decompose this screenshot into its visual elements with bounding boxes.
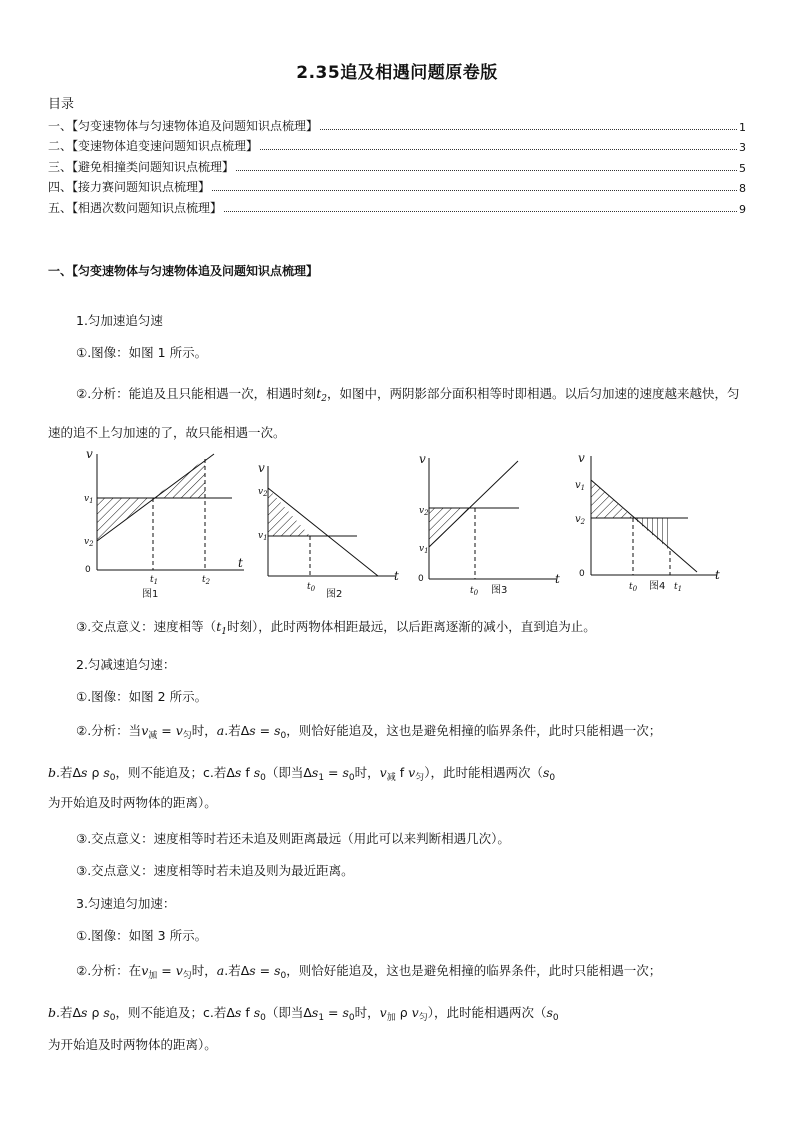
origin-label: 0 [85, 565, 91, 575]
toc-item-label: 三、【避免相撞类问题知识点梳理】 [48, 159, 235, 174]
toc-item-page: 9 [739, 202, 746, 216]
label-v2: $v_2$ [258, 487, 268, 498]
paragraph: ①.图像：如图 3 所示。 [76, 928, 208, 943]
paragraph: ②.分析：当$v_减 = v_匀$时，a.若$\Delta s = s_0$，则恰好能追及，这也是避免相撞的临界条件，此时只能相遇一次； [76, 723, 662, 741]
figure-2 [255, 460, 410, 602]
subscript: 2 [321, 394, 327, 404]
figure-4 [572, 448, 732, 598]
label-v1: $v_1$ [84, 494, 94, 505]
paragraph: ①.图像：如图 1 所示。 [76, 345, 208, 360]
axis-label-t: t [715, 568, 720, 582]
axis-label-t: t [394, 569, 399, 583]
label-v1: $v_1$ [419, 544, 429, 555]
label-t0: $t_0$ [307, 582, 316, 593]
line-accelerating [429, 461, 518, 547]
label-t0: $t_0$ [629, 582, 638, 593]
figure-1 [80, 446, 255, 606]
text: ，如图中，两阴影部分面积相等时即相遇。以后匀加速的速度越来越快，匀速的追不上匀加速的了，故只能相遇一次。 [48, 386, 740, 440]
paragraph [48, 377, 746, 449]
toc-item-label: 四、【接力赛问题知识点梳理】 [48, 180, 211, 194]
axis-label-t: t [555, 572, 560, 586]
toc-item-page: 1 [739, 120, 746, 134]
shaded-area [429, 508, 475, 547]
axis-label-t: t [238, 556, 243, 570]
section-heading: 一、【匀变速物体与匀速物体追及问题知识点梳理】 [48, 264, 319, 278]
figure-3-graph [416, 450, 571, 602]
toc-item-page: 3 [739, 141, 746, 154]
table-of-contents [48, 113, 746, 216]
toc-item[interactable] [48, 175, 746, 196]
toc-item-page: 5 [739, 161, 746, 175]
toc-leader [236, 170, 737, 171]
toc-heading: 目录 [48, 97, 75, 112]
toc-leader [320, 129, 737, 130]
label-v2: $v_2$ [84, 537, 94, 548]
origin-label: 0 [418, 574, 424, 584]
label-v2: $v_2$ [575, 514, 586, 526]
text: 时刻），此时两物体相距最远，以后距离逐渐的减小，直到追为止。 [226, 619, 596, 634]
line-decelerating [591, 480, 697, 572]
subsection-title: 1.匀加速追匀速 [76, 313, 163, 328]
paragraph [48, 618, 746, 641]
label-t2: $t_2$ [202, 575, 211, 586]
axis-label-v: v [258, 461, 265, 475]
subscript: 1 [221, 627, 227, 637]
label-v1: $v_1$ [258, 531, 268, 542]
toc-item-label: 二、【变速物体追变速问题知识点梳理】 [48, 139, 259, 153]
label-t1: $t_1$ [150, 575, 159, 586]
label-v1: $v_1$ [575, 480, 586, 492]
figure-caption: 图3 [491, 585, 508, 596]
figure-1-graph [80, 446, 255, 606]
document-title: 2.35追及相遇问题原卷版 [296, 63, 498, 83]
toc-leader [224, 211, 737, 212]
figure-caption: 图1 [142, 589, 159, 600]
subsection-title: 2.匀减速追匀速： [76, 657, 176, 672]
text: ③.交点意义：速度相等（ [76, 619, 217, 634]
paragraph: ②.分析：在$v_加 = v_匀$时，a.若$\Delta s = s_0$，则恰好能追及，这也是避免相撞的临界条件，此时只能相遇一次； [76, 963, 662, 981]
text: ②.分析：能追及且只能相遇一次，相遇时刻 [76, 386, 317, 401]
paragraph: ①.图像：如图 2 所示。 [76, 689, 208, 704]
toc-leader [212, 190, 737, 191]
label-v2: $v_2$ [419, 506, 429, 517]
paragraph: b.若Δs ρ $s_0$，则不能追及；c.若Δs f $s_0$（即当$\Delta s_1 = s_0$时，$v_加$ ρ $v_匀$），此时能相遇两次（$s_0$ [48, 1005, 559, 1023]
label-t0: $t_0$ [470, 586, 479, 597]
axis-label-v: v [578, 451, 585, 465]
axis-label-v: v [86, 447, 93, 461]
origin-label: 0 [579, 569, 585, 579]
toc-item[interactable] [48, 134, 746, 155]
axis-label-v: v [419, 452, 426, 466]
shaded-area [268, 488, 310, 536]
shaded-area [633, 518, 670, 551]
figure-caption: 图4 [649, 581, 666, 592]
paragraph: ③.交点意义：速度相等时若还未追及则距离最远（用此可以来判断相遇几次）。 [76, 831, 510, 846]
figure-2-graph [255, 460, 410, 602]
paragraph: 为开始追及时两物体的距离）。 [48, 1037, 217, 1052]
toc-item-label: 一、【匀变速物体与匀速物体追及问题知识点梳理】 [48, 118, 319, 133]
toc-item[interactable] [48, 154, 746, 175]
paragraph: ③.交点意义：速度相等时若未追及则为最近距离。 [76, 863, 354, 878]
figure-caption: 图2 [326, 589, 343, 600]
toc-leader [260, 149, 737, 150]
label-t1: $t_1$ [674, 582, 683, 593]
paragraph: b.若Δs ρ $s_0$，则不能追及；c.若Δs f $s_0$（即当$\Delta s_1 = s_0$时，$v_减$ f $v_匀$），此时能相遇两次（$s_0$ [48, 765, 556, 783]
shaded-area [153, 459, 205, 498]
paragraph: 为开始追及时两物体的距离）。 [48, 795, 217, 810]
toc-item-page: 8 [739, 182, 746, 195]
figure-3 [416, 450, 571, 602]
figure-4-graph [572, 448, 732, 598]
subsection-title: 3.匀速追匀加速： [76, 896, 176, 911]
toc-item[interactable] [48, 195, 746, 216]
symbol: t [216, 619, 222, 634]
symbol: t [316, 386, 322, 401]
toc-item-label: 五、【相遇次数问题知识点梳理】 [48, 200, 223, 215]
toc-item[interactable] [48, 113, 746, 134]
